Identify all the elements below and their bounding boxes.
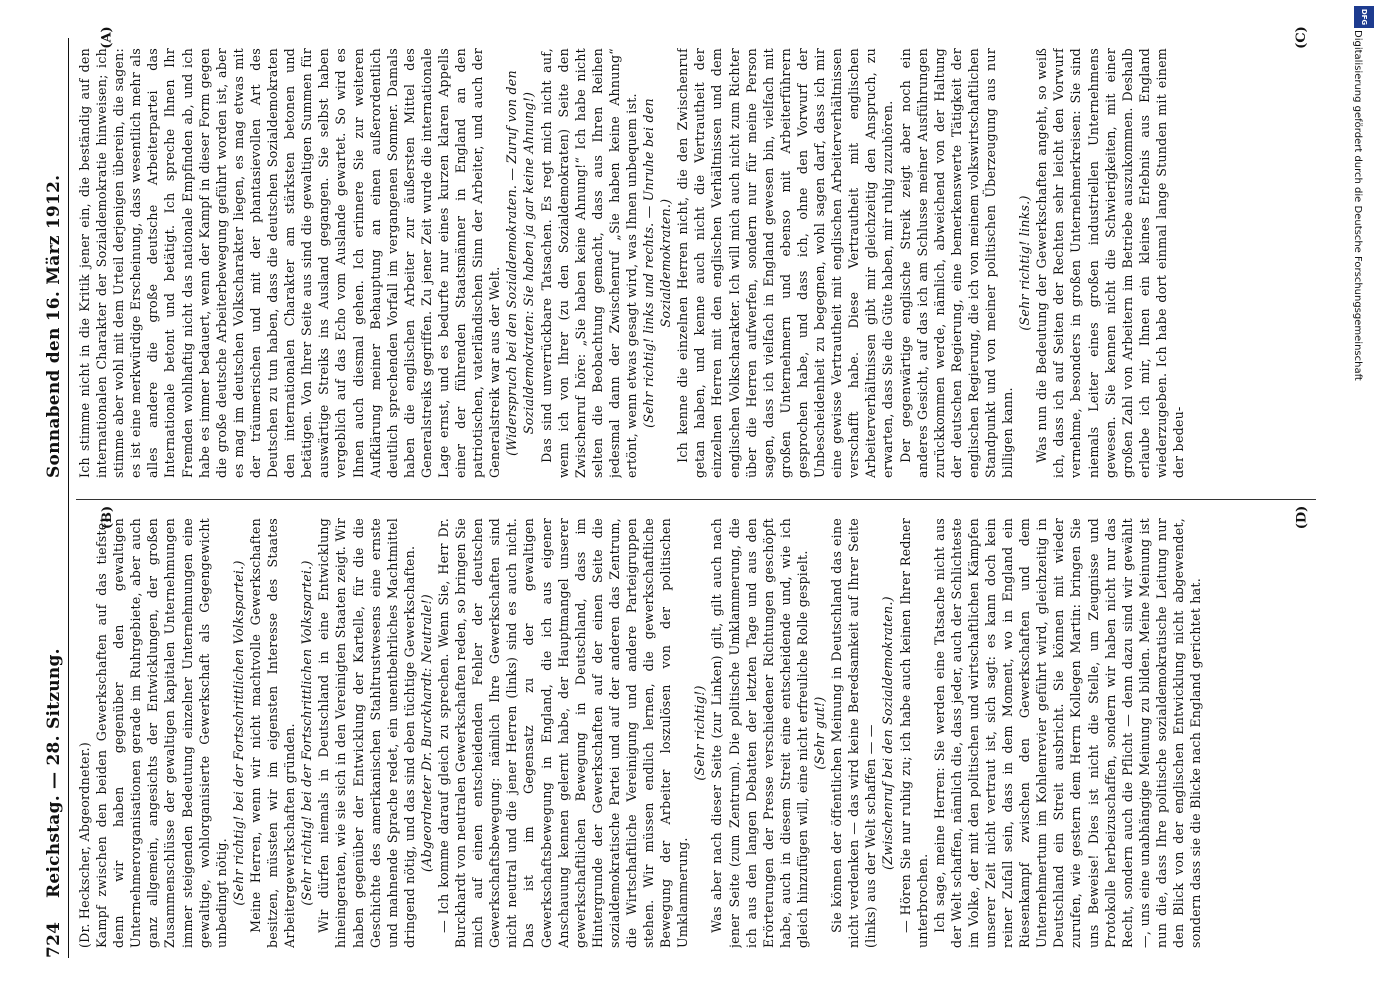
paragraph: Das sind unverrückbare Tatsachen. Es regt mich nicht auf, wenn ich von Ihrer (zu den Sozialdemokraten) Seite den Zwischenruf höre: „Sie haben keine Ahnung!“ Ich habe nicht selten die Beobachtung gemacht, dass aus Ihren Reihen jedesmal dann der Zwischenruf „Sie haben keine Ahnung“ ertönt, wenn etwas gesagt wird, was Ihnen unbequem ist. [538, 48, 639, 478]
margin-mark-b: (B) [100, 505, 116, 530]
header-rule [68, 38, 69, 958]
paragraph: Kampf zwischen den beiden Gewerkschaften auf das tiefste; denn wir haben gegenüber den gewaltigen Unternehmerorganisationen gerade im Ruhrgebiete, aber auch ganz allgemein, angesichts der Entwicklungen, der großen Zusammenschlüsse der gewaltigen kapitalen Unternehmungen immer steigenden Bedeutung einzelner Unternehmungen eine gewaltige, wohlorganisierte Gewerkschaft als Gegengewicht unbedingt nötig. [94, 518, 229, 948]
margin-mark-c: (C) [1293, 26, 1309, 49]
header-session: Reichstag. — 28. Sitzung. [44, 648, 64, 898]
margin-mark-a: (A) [99, 26, 115, 49]
paragraph: Was nun die Bedeutung der Gewerkschaften angeht, so weiß ich, dass ich auf Seiten der Rechten sehr leicht den Vorwurf vernehme, besonders in großen Unternehmerkreisen: Sie sind niemals Leiter eines großen industriellen Unternehmens gewesen. Sie kennen nicht die Schwierigkeiten, mit einer großen Zahl von Arbeitern im Betriebe auszukommen. Deshalb erlaube ich mir, Ihnen ein kleines Erlebnis aus England wiederzugeben. Ich habe dort einmal lange Stunden mit einem der bedeu- [1034, 48, 1186, 478]
paragraph: Ich sage, meine Herren: Sie werden eine Tatsache nicht aus der Welt schaffen, nämlich die, dass jeder, auch der Schlichteste im Volke, der mit den politischen und wirtschaftlichen Kämpfen unserer Zeit nicht vertraut ist, sich sagt: es kann doch kein reiner Zufall sein, dass in dem Moment, wo in England ein Riesenkampf zwischen den Gewerkschaften und dem Unternehmertum im Kohlenrevier geführt wird, gleichzeitig in Deutschland ein Streit ausbricht. Sie können mit wieder zurufen, wie gestern dem Herrn Kollegen Martin: bringen Sie uns Beweise! Dies ist nicht die Stelle, um Zeugnisse und Protokolle herbeizuschaffen, sondern wir haben nicht nur das Recht, sondern auch die Pflicht — denn dazu sind wir gewählt —, uns eine unabhängige Meinung zu bilden. Meine Meinung ist nun die, dass Ihre politische sozialdemokratische Leitung nur den Blick von der englischen Entwicklung nicht abgewendet, sondern dass sie die Blicke nach England gerichtet hat. [931, 518, 1204, 948]
rotated-page [42, 38, 1332, 958]
interjection: (Sehr richtig! bei der Fortschrittlichen Volkspartei.) [299, 560, 315, 906]
left-column [76, 518, 1326, 948]
paragraph: Meine Herren, wenn wir nicht machtvolle Gewerkschaften besitzen, müssten wir im eigensten Interesse des Staates Arbeitergewerkschaften gründen. [247, 518, 298, 948]
margin-mark-d: (D) [1294, 505, 1310, 530]
page-header [42, 38, 66, 958]
paragraph: — Hören Sie nur ruhig zu; ich habe auch keinen Ihrer Redner unterbrochen. [897, 518, 930, 948]
interjection: (Widerspruch bei den Sozialdemokraten. — Zuruf von den Sozialdemokraten: Sie haben ja gar keine Ahnung!) [504, 70, 537, 456]
page-number: 724 [44, 921, 64, 958]
column-divider [76, 499, 1316, 500]
interjection: (Sehr richtig! links.) [1017, 195, 1033, 331]
dfg-logo: DFG [1354, 6, 1374, 28]
right-column [76, 48, 1326, 478]
paragraph: Was aber nach dieser Seite (zur Linken) gilt, gilt auch nach jener Seite (zum Zentrum). Die politische Umklammerung, die ich aus den langen Debatten der letzten Tage und aus den Erörterungen der Presse verschiedener Richtungen geschöpft habe, auch in diesem Streit eine entscheidende und, wie ich gleich hinzufügen will, eine nicht erfreuliche Rolle gespielt. [709, 518, 810, 948]
interjection: (Sehr richtig! links und rechts. — Unruhe bei den Sozialdemokraten.) [641, 98, 674, 428]
paragraph: Ich stimme nicht in die Kritik jener ein, die beständig auf den internationalen Charakter der Sozialdemokratie hinweisen; ich stimme aber wohl mit dem Urteil derjenigen überein, die sagen: es ist eine merkwürdige Erscheinung, dass wesentlich mehr als alles andere die große deutsche Arbeiterpartei das Internationale betont und betätigt. Ich spreche Ihnen Ihr Fremden wohlhaftig nicht das nationale Empfinden ab, und ich habe es immer bedauert, wenn der Kampf in dieser Form gegen die große deutsche Arbeiterbewegung geführt worden ist, aber es mag im deutschen Volkscharakter liegen, es mag etwas mit der träumerischen und mit der phantasievollen Art des Deutschen zu tun haben, dass die deutschen Sozialdemokraten den internationalen Charakter am stärksten betonen und betätigen. Von Ihrer Seite aus sind die gewaltigen Summen für auswärtige Streiks ins Ausland gegangen. Sie selbst haben vergeblich auf das Echo vom Auslande gewartet. So wird es Ihnen auch diesmal gehen. Ich erinnere Sie zur weiteren Aufklärung meiner Behauptung an einen außerordentlich deutlich sprechenden Vorfall im vergangenen Sommer. Damals haben die englischen Arbeiter zur äußersten Mittel des Generalstreiks gegriffen. Zu jener Zeit wurde die internationale Lage ernst, und es bedurfte nur eines kurzen klaren Appells einer der führenden Staatsmänner in England an den patriotischen, vaterländischen Sinn der Arbeiter, und auch der Generalstreik war aus der Welt. [77, 48, 503, 478]
interjection: (Zwischenruf bei den Sozialdemokraten.) [880, 596, 896, 870]
speaker-note: (Dr. Heckscher, Abgeordneter.) [77, 741, 92, 948]
digitization-credit: Digitalisierung gefördert durch die Deutsche Forschungsgemeinschaft [1352, 30, 1363, 381]
paragraph: Ich kenne die einzelnen Herren nicht, die den Zwischenruf getan haben, und kenne auch nicht die Vertrautheit der einzelnen Herren mit den englischen Verhältnissen und dem englischen Volkscharakter. Ich will mich auch nicht zum Richter über die Herren aufwerfen, sondern nur für meine Person sagen, dass ich vielfach in England gewesen bin, vielfach mit großen Unternehmern und ebenso mit Arbeiterführern gesprochen habe, und dass ich, ohne den Vorwurf der Unbescheidenheit zu begegnen, wohl sagen darf, dass ich mir eine gewisse Vertrautheit mit englischen Arbeiterverhältnissen verschafft habe. Diese Vertrautheit mit englischen Arbeiterverhältnissen gibt mir gleichzeitig den Anspruch, zu erwarten, dass Sie die Güte haben, mir ruhig zuzuhören. [675, 48, 896, 478]
paragraph: Der gegenwärtige englische Streik zeigt aber noch ein anderes Gesicht, auf das ich am Schlusse meiner Ausführungen zurückkommen werde, nämlich, abweichend von der Haltung der deutschen Regierung, eine bemerkenswerte Tätigkeit der englischen Regierung, die ich von meinem volkswirtschaftlichen Standpunkt und von meiner politischen Überzeugung aus nur billigen kann. [897, 48, 1016, 478]
header-date: Sonnabend den 16. März 1912. [44, 174, 64, 478]
paragraph: Wir dürfen niemals in Deutschland in eine Entwicklung hineingeraten, wie sie sich in den Vereinigten Staaten zeigt. Wir haben gegenüber der Entwicklung der Kartelle, für die die Geschichte des amerikanischen Stahltrustwesens eine ernste und mahnende Sprache redet, ein unentbehrliches Machtmittel dringend nötig, und das sind eben tüchtige Gewerkschaften. [316, 518, 417, 948]
paragraph: — Ich komme darauf gleich zu sprechen. Wenn Sie, Herr Dr. Burckhardt von neutralen Gewerkschaften reden, so bringen Sie mich auf einen entscheidenden Fehler der deutschen Gewerkschaftsbewegung: nämlich Ihre Gewerkschaften sind nicht neutral und die jener Herren (links) sind es auch nicht. Das ist im Gegensatz zu der gewaltigen Gewerkschaftsbewegung in England, die ich aus eigener Anschauung kennen gelernt habe, der Hauptmangel unserer gewerkschaftlichen Bewegung in Deutschland, dass im Hintergrunde der Gewerkschaften auf der einen Seite die sozialdemokratische Partei und auf der anderen das Zentrum, die Wirtschaftliche Vereinigung und andere Parteigruppen stehen. Wir müssen endlich lernen, die gewerkschaftliche Bewegung der Arbeiter loszulösen von der politischen Umklammerung. [435, 518, 691, 948]
interjection: (Sehr gut!) [812, 696, 828, 770]
interjection: (Abgeordneter Dr. Burckhardt: Neutrale!) [418, 594, 434, 872]
paragraph: Sie können der öffentlichen Meinung in Deutschland das eine nicht verdenken — das wird keine Beredsamkeit auf Ihrer Seite (links) aus der Welt schaffen — — [829, 518, 879, 948]
interjection: (Sehr richtig! bei der Fortschrittlichen Volkspartei.) [230, 560, 246, 906]
interjection: (Sehr richtig!) [692, 685, 708, 781]
